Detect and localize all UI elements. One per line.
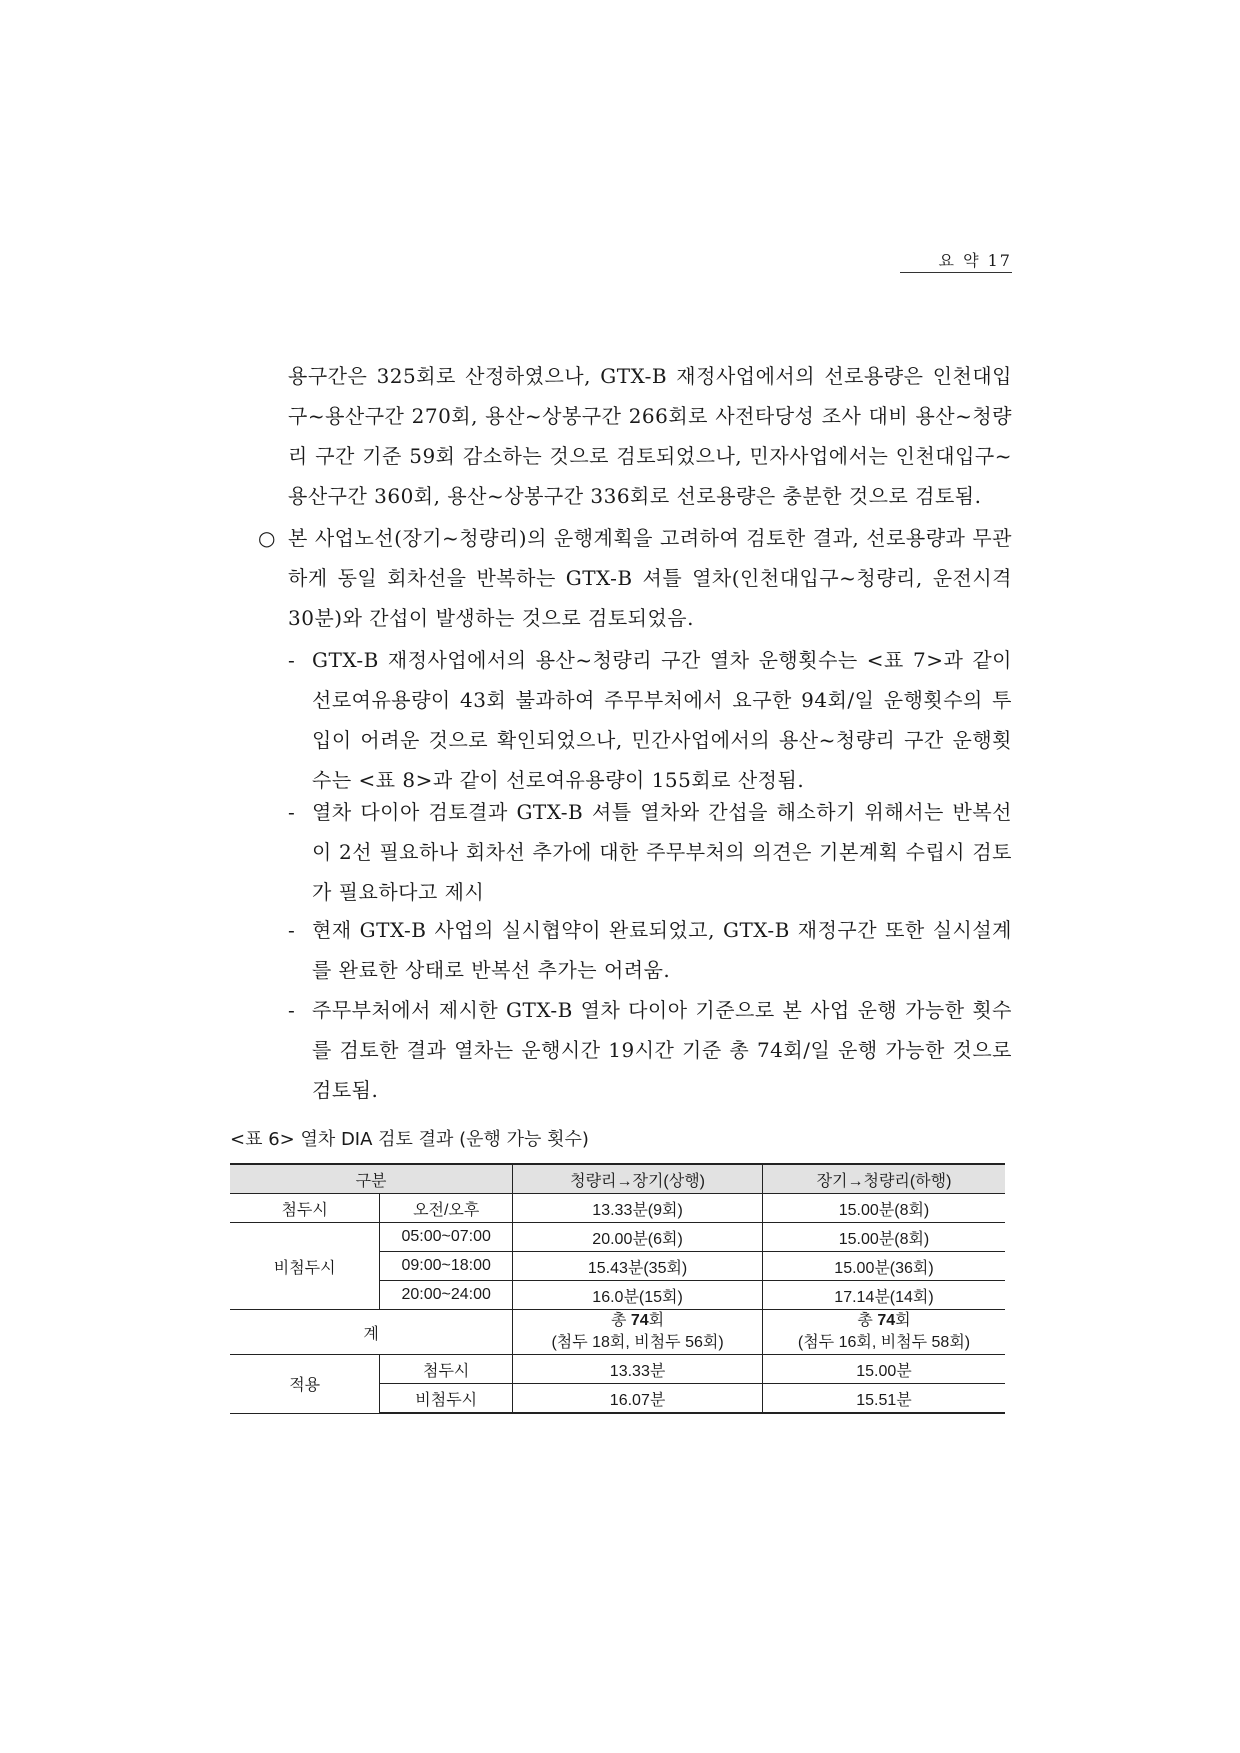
- header-up: 청량리→장기(상행): [513, 1164, 763, 1194]
- table-row: [230, 1355, 1005, 1384]
- total-down-number: 74: [877, 1312, 896, 1329]
- up-cell: 13.33분: [513, 1355, 763, 1384]
- sub-item-capacity: GTX-B 재정사업에서의 용산~청량리 구간 열차 운행횟수는 <표 7>과 같이 선로여유용량이 43회 불과하여 주무부처에서 요구한 94회/일 운행횟수의 투입이 어려운 것으로 확인되었으나, 민간사업에서의 용산~청량리 구간 운행횟수는 <표 8>과 같이 선로여유용량이 155회로 산정됨.: [312, 648, 1012, 792]
- up-cell: 16.07분: [513, 1384, 763, 1414]
- total-up-number: 74: [630, 1312, 649, 1329]
- down-cell: 17.14분(14회): [763, 1281, 1005, 1310]
- table-header-row: [230, 1164, 1005, 1194]
- table-row-total: [230, 1310, 1005, 1355]
- table-row: [230, 1223, 1005, 1252]
- sub-item-agreement: 현재 GTX-B 사업의 실시협약이 완료되었고, GTX-B 재정구간 또한 실시설계를 완료한 상태로 반복선 추가는 어려움.: [312, 918, 1012, 982]
- period-cell: 20:00~24:00: [380, 1281, 513, 1310]
- period-cell: 05:00~07:00: [380, 1223, 513, 1252]
- total-up-breakdown: (첨두 18회, 비첨두 56회): [551, 1334, 724, 1351]
- page-header: 요 약 17: [900, 248, 1012, 273]
- total-down-cell: [763, 1310, 1005, 1355]
- period-cell: 09:00~18:00: [380, 1252, 513, 1281]
- total-up-suffix: 회: [648, 1312, 665, 1329]
- period-cell: 오전/오후: [380, 1194, 513, 1223]
- up-cell: 13.33분(9회): [513, 1194, 763, 1223]
- sub-item-operation-count: 주무부처에서 제시한 GTX-B 열차 다이아 기준으로 본 사업 운행 가능한 횟수를 검토한 결과 열차는 운행시간 19시간 기준 총 74회/일 운행 가능한 것으로 검토됨.: [312, 998, 1012, 1102]
- sub-item-dia-review: 열차 다이아 검토결과 GTX-B 셔틀 열차와 간섭을 해소하기 위해서는 반복선이 2선 필요하나 회차선 추가에 대한 주무부처의 의견은 기본계획 수립시 검토가 필요하다고 제시: [312, 800, 1012, 904]
- total-down-prefix: 총: [857, 1312, 878, 1329]
- down-cell: 15.00분(36회): [763, 1252, 1005, 1281]
- dash-bullet-icon: -: [288, 918, 295, 942]
- down-cell: 15.51분: [763, 1384, 1005, 1414]
- table-caption: <표 6> 열차 DIA 검토 결과 (운행 가능 횟수): [230, 1129, 589, 1150]
- row-label-apply: 적용: [230, 1355, 380, 1414]
- total-down-breakdown: (첨두 16회, 비첨두 58회): [797, 1334, 971, 1351]
- row-label-total: 계: [230, 1310, 513, 1355]
- period-cell: 비첨두시: [380, 1384, 513, 1414]
- total-down-suffix: 회: [895, 1312, 911, 1329]
- dash-bullet-icon: -: [288, 648, 295, 672]
- period-cell: 첨두시: [380, 1355, 513, 1384]
- up-cell: 16.0분(15회): [513, 1281, 763, 1310]
- dash-bullet-icon: -: [288, 998, 295, 1022]
- table-row: [230, 1194, 1005, 1223]
- dash-bullet-icon: -: [288, 800, 295, 824]
- paragraph-continuation: 용구간은 325회로 산정하였으나, GTX-B 재정사업에서의 선로용량은 인천대입구~용산구간 270회, 용산~상봉구간 266회로 사전타당성 조사 대비 용산~청량리 구간 기준 59회 감소하는 것으로 검토되었으나, 민자사업에서는 인천대입구~용산구간 360회, 용산~상봉구간 336회로 선로용량은 충분한 것으로 검토됨.: [288, 364, 1012, 508]
- up-cell: 15.43분(35회): [513, 1252, 763, 1281]
- circle-bullet-icon: ○: [258, 526, 276, 550]
- total-up-prefix: 총: [610, 1312, 631, 1329]
- row-label-peak: 첨두시: [230, 1194, 380, 1223]
- header-down: 장기→청량리(하행): [763, 1164, 1005, 1194]
- down-cell: 15.00분(8회): [763, 1223, 1005, 1252]
- down-cell: 15.00분(8회): [763, 1194, 1005, 1223]
- row-label-offpeak: 비첨두시: [230, 1223, 380, 1310]
- dia-result-table: [230, 1163, 1005, 1414]
- up-cell: 20.00분(6회): [513, 1223, 763, 1252]
- total-up-cell: [513, 1310, 763, 1355]
- paragraph-operation-plan: 본 사업노선(장기~청량리)의 운행계획을 고려하여 검토한 결과, 선로용량과 무관하게 동일 회차선을 반복하는 GTX-B 셔틀 열차(인천대입구~청량리, 운전시격 30분)와 간섭이 발생하는 것으로 검토되었음.: [288, 526, 1012, 630]
- header-category: 구분: [230, 1164, 513, 1194]
- down-cell: 15.00분: [763, 1355, 1005, 1384]
